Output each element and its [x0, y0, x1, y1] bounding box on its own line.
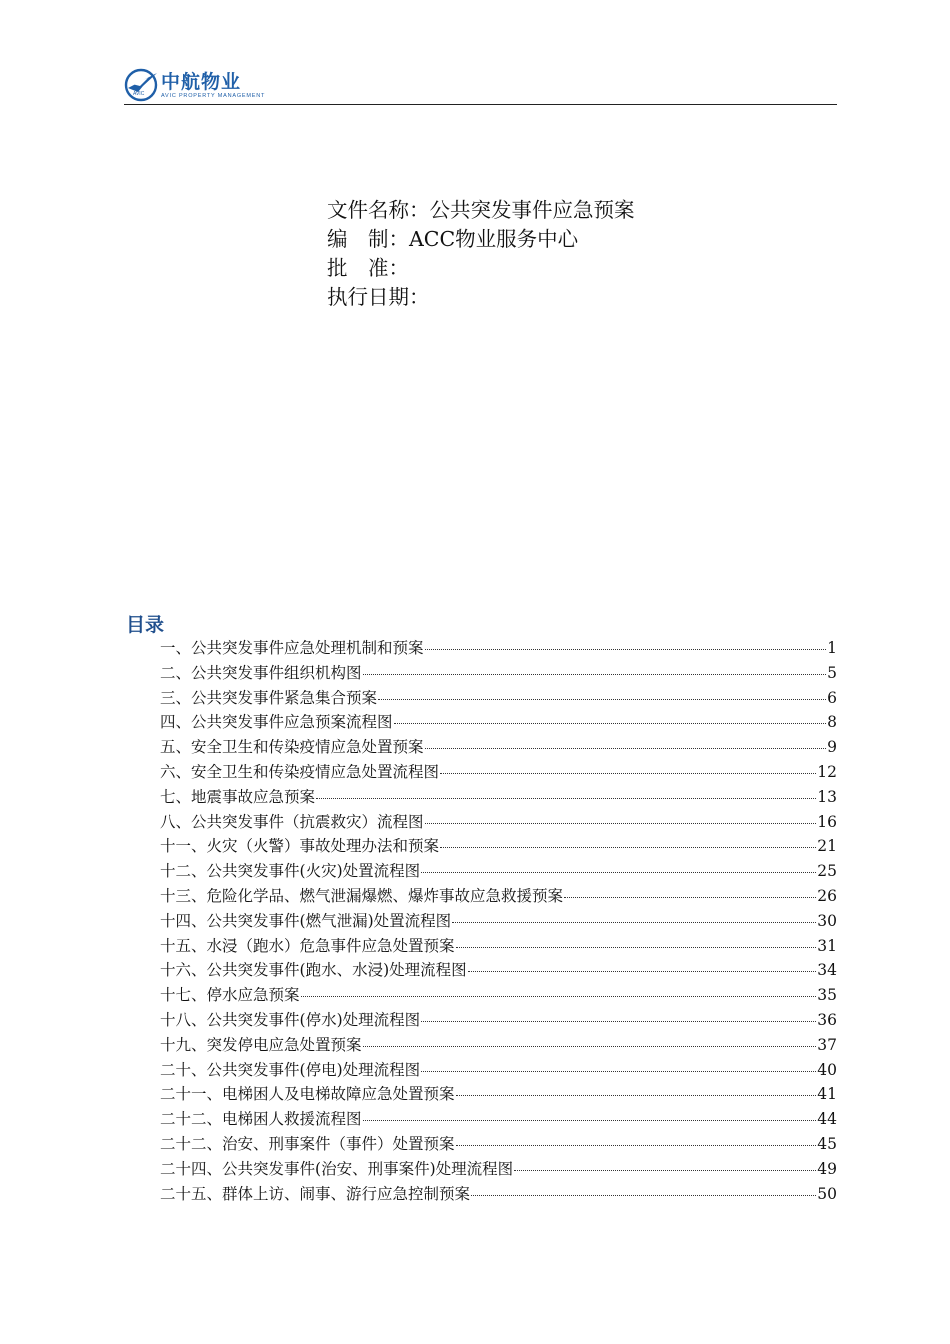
toc-entry-page-number: 35: [817, 986, 837, 1005]
file-name-value: 公共突发事件应急预案: [429, 198, 635, 222]
toc-dot-leader: [363, 1120, 817, 1121]
toc-entry-title: 停水应急预案: [206, 986, 300, 1005]
toc-entry[interactable]: [160, 1132, 837, 1157]
toc-entry[interactable]: [160, 661, 837, 686]
toc-entry-number: 二十四、: [160, 1159, 223, 1178]
toc-entry-title: 电梯困人及电梯故障应急处置预案: [222, 1085, 455, 1104]
toc-entry-number: 六、: [160, 762, 192, 781]
compile-label: 编 制：: [327, 227, 409, 251]
toc-entry-title: 公共突发事件应急预案流程图: [191, 713, 393, 732]
toc-entry-page-number: 49: [817, 1159, 837, 1178]
toc-dot-leader: [564, 897, 816, 898]
toc-entry-page-number: 12: [817, 762, 837, 781]
toc-entry[interactable]: [160, 1107, 837, 1132]
toc-entry[interactable]: [160, 1082, 837, 1107]
toc-entry-page-number: 45: [817, 1134, 837, 1153]
toc-entry-page-number: 9: [827, 738, 837, 757]
toc-entry[interactable]: [160, 1033, 837, 1058]
toc-entry-page-number: 44: [817, 1110, 837, 1129]
toc-entry[interactable]: [160, 909, 837, 934]
toc-entry[interactable]: [160, 710, 837, 735]
toc-entry-title: 电梯困人救援流程图: [222, 1110, 362, 1129]
toc-entry-title: 公共突发事件组织机构图: [191, 663, 362, 682]
toc-entry-title: 治安、刑事案件（事件）处置预案: [222, 1134, 455, 1153]
toc-dot-leader: [421, 872, 816, 873]
toc-entry-number: 五、: [160, 738, 192, 757]
toc-dot-leader: [425, 748, 827, 749]
toc-entry-number: 二十二、: [160, 1110, 223, 1129]
table-of-contents: [160, 636, 837, 1206]
toc-entry-page-number: 25: [817, 862, 837, 881]
toc-entry-page-number: 21: [817, 837, 837, 856]
file-name-label: 文件名称：: [327, 198, 430, 222]
toc-entry-page-number: 13: [817, 787, 837, 806]
toc-dot-leader: [452, 922, 816, 923]
toc-entry[interactable]: [160, 958, 837, 983]
toc-entry[interactable]: [160, 884, 837, 909]
toc-entry[interactable]: [160, 735, 837, 760]
exec-date-label: 执行日期：: [327, 285, 430, 309]
toc-dot-leader: [456, 1095, 817, 1096]
toc-dot-leader: [301, 996, 817, 997]
toc-entry-page-number: 6: [827, 688, 837, 707]
toc-dot-leader: [514, 1170, 816, 1171]
toc-entry[interactable]: [160, 686, 837, 711]
toc-entry-title: 水浸（跑水）危急事件应急处置预案: [206, 936, 455, 955]
toc-dot-leader: [421, 1021, 816, 1022]
toc-entry-title: 安全卫生和传染疫情应急处置流程图: [191, 762, 440, 781]
toc-dot-leader: [440, 847, 816, 848]
toc-entry-page-number: 37: [817, 1035, 837, 1054]
toc-entry-title: 公共突发事件应急处理机制和预案: [191, 639, 424, 657]
toc-entry-title: 安全卫生和传染疫情应急处置预案: [191, 738, 424, 757]
toc-entry[interactable]: [160, 1008, 837, 1033]
toc-entry-page-number: 8: [827, 713, 837, 732]
approve-label: 批 准：: [327, 256, 409, 280]
toc-entry-number: 十三、: [160, 886, 207, 905]
toc-entry-title: 地震事故应急预案: [191, 787, 316, 806]
toc-entry[interactable]: [160, 1157, 837, 1182]
toc-entry-page-number: 36: [817, 1010, 837, 1029]
exec-date-row: [327, 283, 635, 312]
toc-entry[interactable]: [160, 636, 837, 661]
toc-entry[interactable]: [160, 1182, 837, 1207]
toc-entry-number: 十八、: [160, 1010, 207, 1029]
toc-entry-number: 十四、: [160, 911, 207, 930]
toc-entry[interactable]: [160, 934, 837, 959]
toc-entry-title: 公共突发事件紧急集合预案: [191, 688, 378, 707]
toc-entry-title: 公共突发事件(燃气泄漏)处置流程图: [206, 911, 452, 930]
toc-dot-leader: [456, 947, 817, 948]
toc-title: 目录: [126, 614, 165, 636]
toc-entry-page-number: 30: [817, 911, 837, 930]
toc-dot-leader: [471, 1195, 816, 1196]
toc-entry-number: 二十、: [160, 1060, 207, 1079]
toc-entry-title: 公共突发事件(停水)处理流程图: [206, 1010, 421, 1029]
toc-entry-page-number: 41: [817, 1085, 837, 1104]
toc-entry-number: 八、: [160, 812, 192, 831]
toc-entry-number: 十一、: [160, 837, 207, 856]
toc-entry[interactable]: [160, 859, 837, 884]
toc-entry-title: 火灾（火警）事故处理办法和预案: [206, 837, 440, 856]
logo-english-name: AVIC PROPERTY MANAGEMENT: [161, 92, 266, 99]
toc-entry-page-number: 34: [817, 961, 837, 980]
toc-entry-number: 二十二、: [160, 1134, 223, 1153]
toc-entry-number: 一、: [160, 639, 192, 657]
toc-entry-number: 十二、: [160, 862, 207, 881]
document-info-block: [327, 196, 635, 312]
toc-entry-page-number: 40: [817, 1060, 837, 1079]
compile-value: ACC物业服务中心: [409, 227, 579, 251]
toc-entry[interactable]: [160, 1058, 837, 1083]
toc-entry-title: 公共突发事件(跑水、水浸)处理流程图: [206, 961, 467, 980]
toc-entry[interactable]: [160, 760, 837, 785]
toc-entry-title: 突发停电应急处置预案: [206, 1035, 362, 1054]
toc-dot-leader: [378, 699, 826, 700]
toc-entry-number: 三、: [160, 688, 192, 707]
toc-entry-title: 危险化学品、燃气泄漏爆燃、爆炸事故应急救援预案: [206, 886, 564, 905]
toc-entry-number: 十七、: [160, 986, 207, 1005]
toc-dot-leader: [363, 1046, 817, 1047]
toc-entry-title: 公共突发事件(治安、刑事案件)处理流程图: [222, 1159, 514, 1178]
toc-entry[interactable]: [160, 983, 837, 1008]
toc-dot-leader: [425, 649, 827, 650]
toc-entry-page-number: 50: [817, 1184, 837, 1203]
compile-row: [327, 225, 635, 254]
toc-entry-title: 公共突发事件(火灾)处置流程图: [206, 862, 421, 881]
toc-entry-number: 十六、: [160, 961, 207, 980]
toc-entry-number: 二十五、: [160, 1184, 223, 1203]
page-header: [124, 66, 837, 105]
toc-entry-number: 二十一、: [160, 1085, 223, 1104]
toc-entry-number: 七、: [160, 787, 192, 806]
toc-entry-title: 群体上访、闹事、游行应急控制预案: [222, 1184, 471, 1203]
toc-dot-leader: [425, 823, 817, 824]
logo-mark-text: AVIC: [133, 91, 145, 97]
toc-dot-leader: [363, 674, 827, 675]
toc-dot-leader: [421, 1071, 816, 1072]
logo-chinese-name: 中航物业: [161, 70, 242, 93]
toc-entry-title: 公共突发事件（抗震救灾）流程图: [191, 812, 424, 831]
toc-entry-number: 四、: [160, 713, 192, 732]
toc-entry-page-number: 5: [827, 663, 837, 682]
toc-dot-leader: [456, 1145, 817, 1146]
toc-entry-number: 十五、: [160, 936, 207, 955]
toc-dot-leader: [394, 723, 827, 724]
toc-entry-page-number: 31: [817, 936, 837, 955]
toc-entry[interactable]: [160, 810, 837, 835]
file-name-row: [327, 196, 635, 225]
company-logo: [124, 68, 265, 102]
toc-entry-page-number: 26: [817, 886, 837, 905]
toc-entry-number: 十九、: [160, 1035, 207, 1054]
toc-entry-page-number: 16: [817, 812, 837, 831]
toc-entry[interactable]: [160, 834, 837, 859]
toc-entry[interactable]: [160, 785, 837, 810]
toc-entry-page-number: 1: [827, 639, 837, 657]
toc-dot-leader: [440, 773, 816, 774]
toc-dot-leader: [468, 971, 817, 972]
avic-plane-logo-icon: [124, 68, 158, 102]
toc-entry-title: 公共突发事件(停电)处理流程图: [206, 1060, 421, 1079]
approve-row: [327, 254, 635, 283]
toc-entry-number: 二、: [160, 663, 192, 682]
toc-dot-leader: [316, 798, 816, 799]
